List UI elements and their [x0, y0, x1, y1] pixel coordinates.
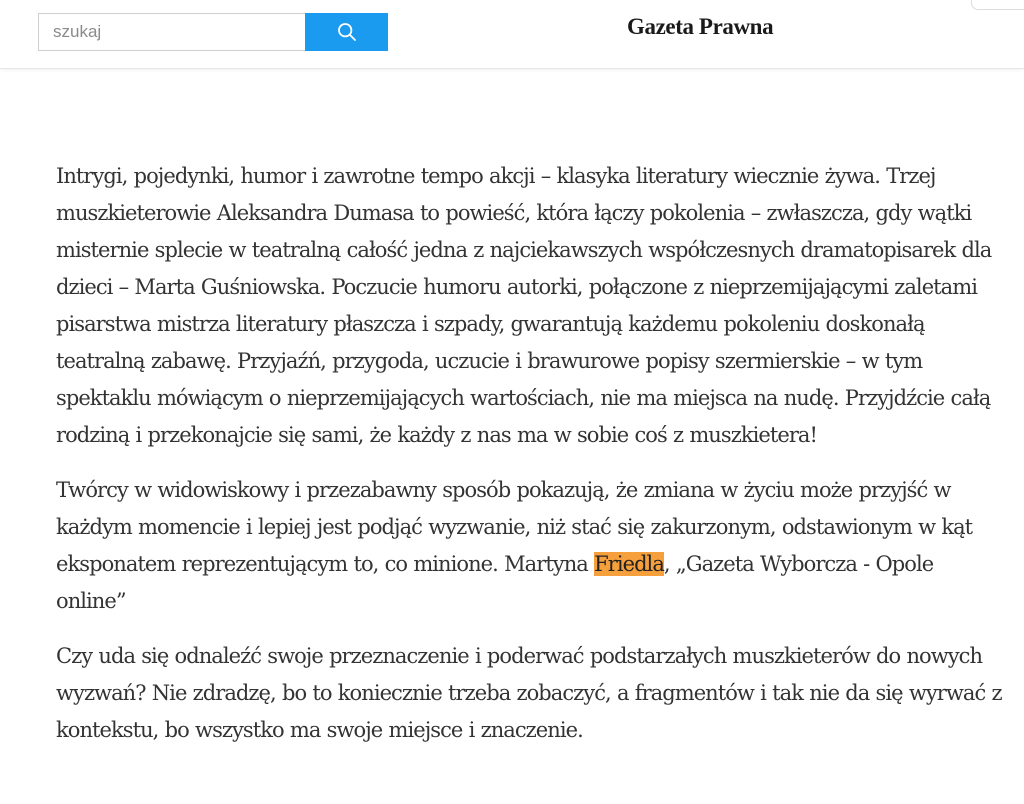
search-input[interactable] — [38, 13, 305, 51]
highlighted-author-name: Friedla — [594, 552, 664, 576]
article-quote — [56, 472, 1008, 620]
article-paragraph: Czy uda się odnaleźć swoje przeznaczenie i poderwać podstarzałych muszkieterów do nowych wyzwań? Nie zdradzę, bo to koniecznie trzeba zobaczyć, a fragmentów i tak nie da się wyrwać z kontekstu, bo wszystko ma swoje miejsce i znaczenie. — [56, 644, 1002, 742]
corner-tab — [971, 0, 1024, 10]
quote-text: Twórcy w widowiskowy i przezabawny sposób pokazują, że zmiana w życiu może przyjść w każdym momencie i lepiej jest podjąć wyzwanie, niż stać się zakurzonym, odstawionym w kąt eksponatem reprezentującym to, co minione. — [56, 478, 973, 576]
site-logo[interactable]: Gazeta Prawna — [627, 14, 774, 39]
quote-source: , „Gazeta Wyborcza - Opole online” — [56, 552, 934, 613]
article-body — [56, 158, 1008, 767]
article-paragraph: Intrygi, pojedynki, humor i zawrotne tempo akcji – klasyka literatury wiecznie żywa. Trzej muszkieterowie Aleksandra Dumasa to powieść, która łączy pokolenia – zwłaszcza, gdy wątki misternie splecie w teatralną całość jedna z najciekawszych współczesnych dramatopisarek dla dzieci – Marta Guśniowska. Poczucie humoru autorki, połączone z nieprzemijającymi zaletami pisarstwa mistrza literatury płaszcza i szpady, gwarantują każdemu pokoleniu doskonałą teatralną zabawę. Przyjaźń, przygoda, uczucie i brawurowe popisy szermierskie – w tym spektaklu mówiącym o nieprzemijających wartościach, nie ma miejsca na nudę. Przyjdźcie całą rodziną i przekonajcie się sami, że każdy z nas ma w sobie coś z muszkietera! — [56, 164, 992, 447]
search-icon — [337, 22, 357, 42]
search-button[interactable] — [305, 13, 388, 51]
quote-author-first: Martyna — [504, 552, 588, 576]
site-header — [0, 0, 1024, 69]
